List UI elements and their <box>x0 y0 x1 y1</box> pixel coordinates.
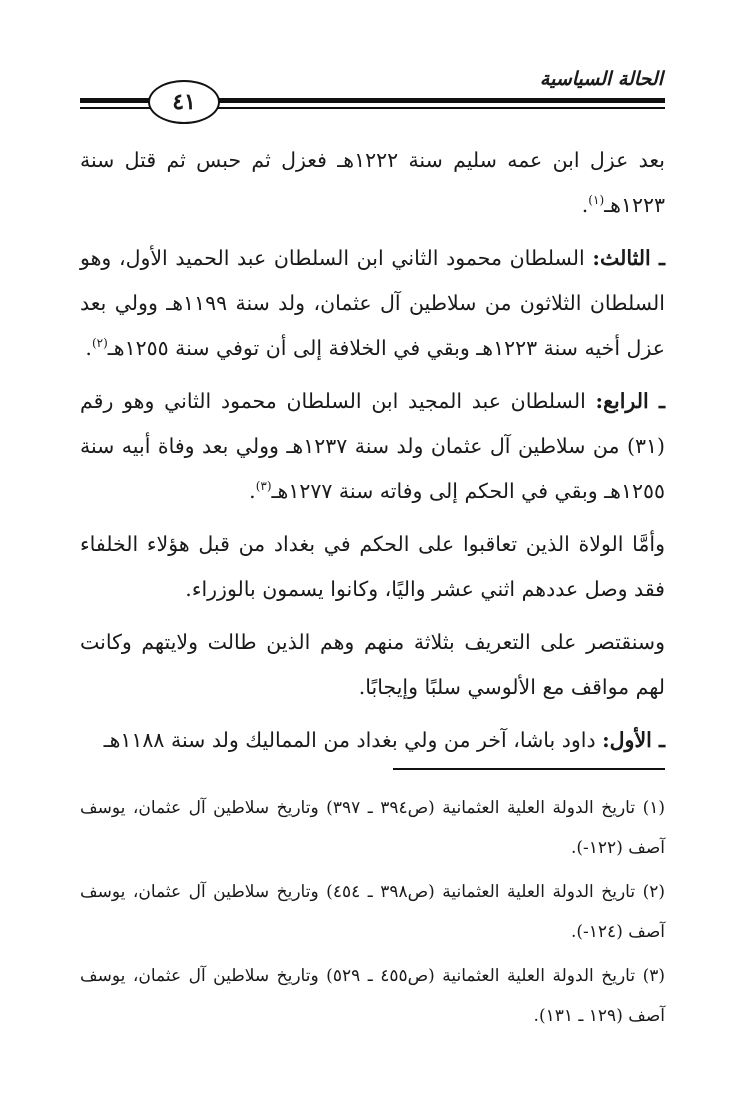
paragraph-3-lead: ـ الرابع: <box>595 389 665 413</box>
footnote-separator <box>393 768 665 770</box>
paragraph-2-text: السلطان محمود الثاني ابن السلطان عبد الحميد الأول، وهو السلطان الثلاثون من سلاطين آل عثمان، ولد سنة ١١٩٩هـ وولي بعد عزل أخيه سنة ١٢٢٣هـ وبقي في الخلافة إلى أن توفي سنة ١٢٥٥هـ <box>80 246 665 360</box>
paragraph-1-text: بعد عزل ابن عمه سليم سنة ١٢٢٢هـ فعزل ثم حبس ثم قتل سنة ١٢٢٣هـ <box>80 148 665 217</box>
page-number: ٤١ <box>148 80 220 124</box>
paragraph-3-text: السلطان عبد المجيد ابن السلطان محمود الثاني وهو رقم (٣١) من سلاطين آل عثمان ولد سنة ١٢٣٧هـ وولي بعد وفاة أبيه سنة ١٢٥٥هـ وبقي في الحكم إلى وفاته سنة ١٢٧٧هـ <box>80 389 665 503</box>
paragraph-1-end: . <box>581 193 589 217</box>
paragraph-6-text: داود باشا، آخر من ولي بغداد من المماليك ولد سنة ١١٨٨هـ <box>103 728 603 752</box>
paragraph-2-lead: ـ الثالث: <box>592 246 665 270</box>
main-text <box>80 138 665 771</box>
paragraph-6-lead: ـ الأول: <box>602 728 665 752</box>
page-header <box>0 0 743 130</box>
running-title: الحالة السياسية <box>539 68 663 90</box>
paragraph-1 <box>80 138 665 228</box>
paragraph-3-end: . <box>249 479 256 503</box>
paragraph-2-end: . <box>85 336 92 360</box>
footnote-ref-3: (٣) <box>255 479 272 493</box>
footnotes <box>80 788 665 1040</box>
paragraph-4: وأمَّا الولاة الذين تعاقبوا على الحكم في بغداد من قبل هؤلاء الخلفاء فقد وصل عددهم اثني عشر واليًا، وكانوا يسمون بالوزراء. <box>80 532 665 601</box>
footnote-3: (٣) تاريخ الدولة العلية العثمانية (ص٤٥٥ ـ ٥٢٩) وتاريخ سلاطين آل عثمان، يوسف آصف (١٢٩ ـ ١٣١). <box>80 966 666 1026</box>
footnote-ref-2: (٢) <box>91 336 108 350</box>
footnote-ref-1: (١) <box>588 193 605 207</box>
paragraph-2 <box>80 236 665 371</box>
paragraph-5: وسنقتصر على التعريف بثلاثة منهم وهم الذين طالت ولايتهم وكانت لهم مواقف مع الألوسي سلبًا وإيجابًا. <box>80 630 665 699</box>
footnote-1: (١) تاريخ الدولة العلية العثمانية (ص٣٩٤ ـ ٣٩٧) وتاريخ سلاطين آل عثمان، يوسف آصف (١٢٢-). <box>80 798 666 858</box>
paragraph-6 <box>80 718 665 763</box>
paragraph-3 <box>80 379 665 514</box>
footnote-2: (٢) تاريخ الدولة العلية العثمانية (ص٣٩٨ ـ ٤٥٤) وتاريخ سلاطين آل عثمان، يوسف آصف (١٢٤-). <box>80 882 666 942</box>
